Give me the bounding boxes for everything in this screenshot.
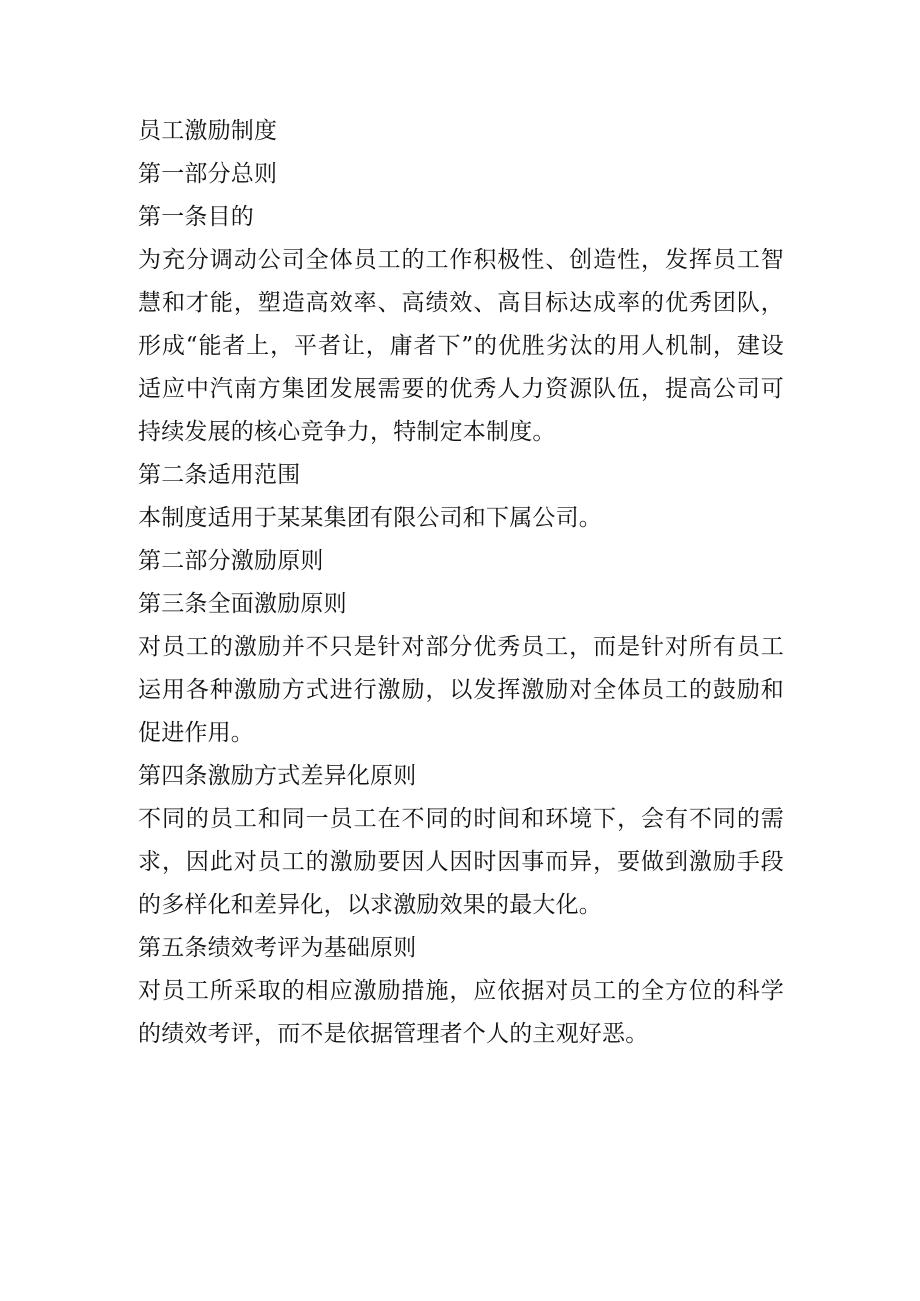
part2-heading: 第二部分激励原则 [138, 548, 324, 574]
article3-body: 对员工的激励并不只是针对部分优秀员工，而是针对所有员工运用各种激励方式进行激励，以发挥激励对全体员工的鼓励和促进作用。 [138, 634, 784, 746]
article3-heading: 第三条全面激励原则 [138, 591, 347, 617]
document-page [138, 110, 784, 1056]
article5-heading: 第五条绩效考评为基础原则 [138, 935, 417, 961]
article4-heading: 第四条激励方式差异化原则 [138, 763, 417, 789]
part1-heading: 第一部分总则 [138, 161, 278, 187]
article1-heading: 第一条目的 [138, 204, 254, 230]
article2-body: 本制度适用于某某集团有限公司和下属公司。 [138, 505, 602, 531]
article5-body: 对员工所采取的相应激励措施，应依据对员工的全方位的科学的绩效考评，而不是依据管理者个人的主观好恶。 [138, 978, 784, 1047]
article4-body: 不同的员工和同一员工在不同的时间和环境下，会有不同的需求，因此对员工的激励要因人因时因事而异，要做到激励手段的多样化和差异化，以求激励效果的最大化。 [138, 806, 784, 918]
article2-heading: 第二条适用范围 [138, 462, 301, 488]
document-title: 员工激励制度 [138, 118, 278, 144]
article1-body: 为充分调动公司全体员工的工作积极性、创造性，发挥员工智慧和才能，塑造高效率、高绩效、高目标达成率的优秀团队，形成“能者上，平者让，庸者下”的优胜劣汰的用人机制，建设适应中汽南方集团发展需要的优秀人力资源队伍，提高公司可持续发展的核心竞争力，特制定本制度。 [138, 247, 784, 445]
